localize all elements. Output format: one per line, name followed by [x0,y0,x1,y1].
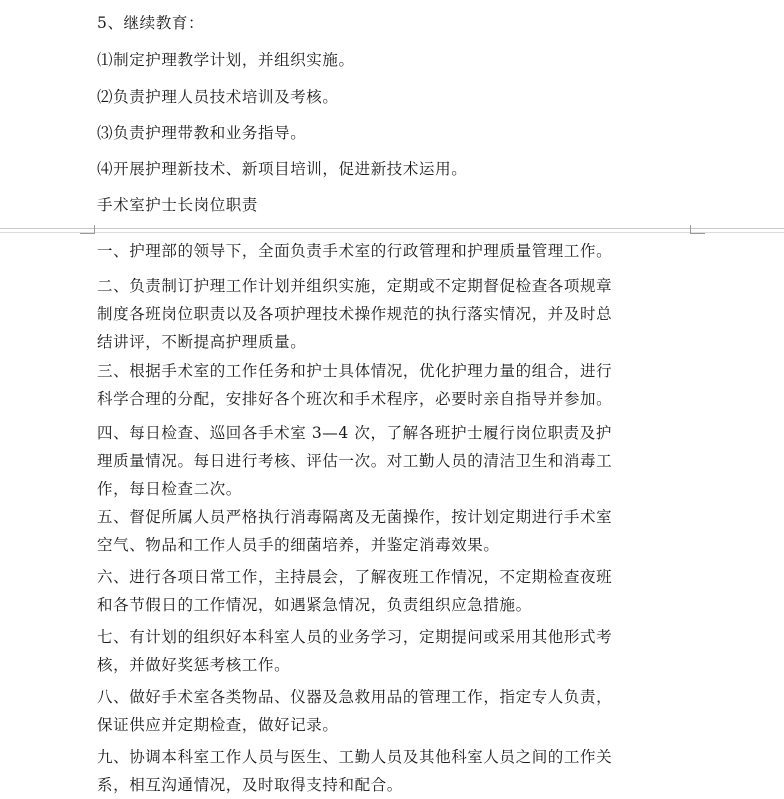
duty-paragraph [97,743,697,799]
document-title: 手术室护士长岗位职责 [97,196,259,214]
duty-line: 理质量情况。每日进行考核、评估一次。对工勤人员的清洁卫生和消毒工 [97,452,613,470]
duty-line: 系，相互沟通情况，及时取得支持和配合。 [97,776,403,794]
page-break-line [0,232,784,233]
duty-line: 二、负责制订护理工作计划并组织实施，定期或不定期督促检查各项规章 [97,277,613,295]
duty-line: 作，每日检查二次。 [97,480,242,498]
page-break-line [0,228,784,229]
list-item: ⑷开展护理新技术、新项目培训，促进新技术运用。 [97,160,468,178]
duty-paragraph [97,683,697,739]
duty-paragraph [97,237,697,265]
duty-line: 九、协调本科室工作人员与医生、工勤人员及其他科室人员之间的工作关 [97,748,613,766]
duty-paragraph [97,357,697,413]
duty-line: 六、进行各项日常工作，主持晨会，了解夜班工作情况，不定期检查夜班 [97,568,613,586]
duty-line: 结讲评，不断提高护理质量。 [97,333,307,351]
duty-line: 科学合理的分配，安排好各个班次和手术程序，必要时亲自指导并参加。 [97,390,613,408]
duty-paragraph [97,563,697,619]
duty-line: 和各节假日的工作情况，如遇紧急情况，负责组织应急措施。 [97,596,532,614]
duty-line: 三、根据手术室的工作任务和护士具体情况，优化护理力量的组合，进行 [97,362,613,380]
duty-line: 制度各班岗位职责以及各项护理技术操作规范的执行落实情况，并及时总 [97,305,613,323]
duty-line: 核，并做好奖惩考核工作。 [97,656,291,674]
duty-line: 五、督促所属人员严格执行消毒隔离及无菌操作，按计划定期进行手术室 [97,508,613,526]
duty-line: 七、有计划的组织好本科室人员的业务学习，定期提问或采用其他形式考 [97,628,613,646]
duty-paragraph [97,623,697,679]
section-heading: 5、继续教育： [97,14,205,32]
margin-corner-mark [80,225,95,234]
list-item: ⑴制定护理教学计划，并组织实施。 [97,51,355,69]
duty-line: 一、护理部的领导下，全面负责手术室的行政管理和护理质量管理工作。 [97,242,613,260]
duty-paragraph [97,272,697,356]
list-item: ⑶负责护理带教和业务指导。 [97,124,307,142]
duty-line: 八、做好手术室各类物品、仪器及急救用品的管理工作，指定专人负责， [97,688,613,706]
duty-paragraph [97,503,697,559]
margin-corner-mark [690,225,705,234]
duty-line: 保证供应并定期检查，做好记录。 [97,716,339,734]
duty-paragraph [97,419,697,503]
list-item: ⑵负责护理人员技术培训及考核。 [97,88,339,106]
duty-line: 空气、物品和工作人员手的细菌培养，并鉴定消毒效果。 [97,536,500,554]
duty-line: 四、每日检查、巡回各手术室 3—4 次，了解各班护士履行岗位职责及护 [97,424,612,442]
